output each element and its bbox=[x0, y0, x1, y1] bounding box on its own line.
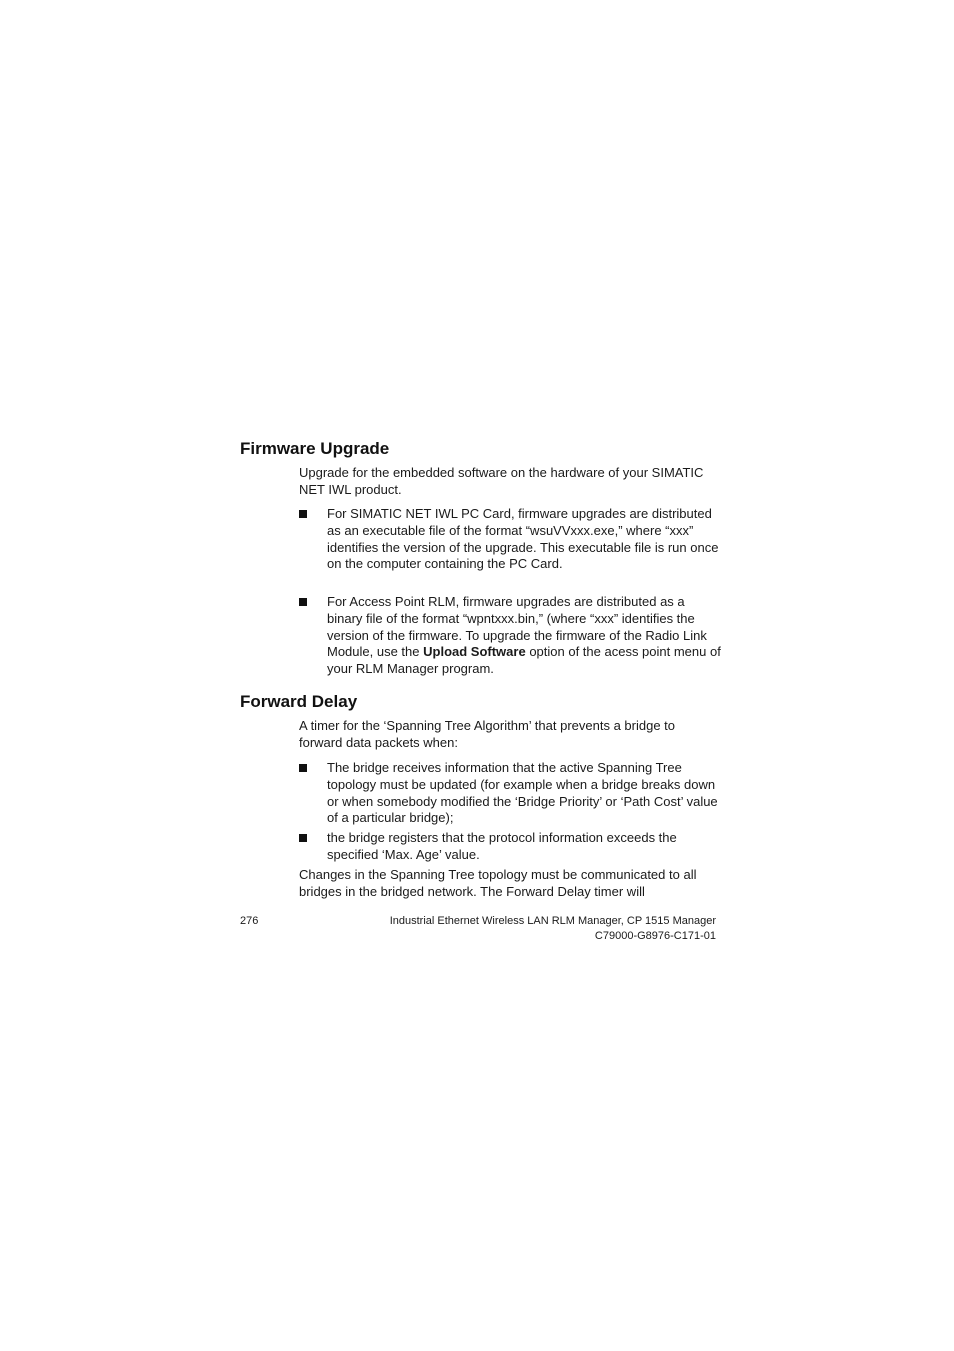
bullet-text: The bridge receives information that the active Spanning Tree topology must be updated (for example when a bridge breaks down or when somebody modified the ‘Bridge Priority’ or ‘Path Cost’ value of a particular bridge); bbox=[327, 760, 718, 826]
upload-software-term: Upload Software bbox=[423, 644, 526, 660]
heading-firmware-upgrade: Firmware Upgrade bbox=[240, 439, 390, 458]
list-item bbox=[299, 594, 721, 678]
square-bullet-icon bbox=[299, 598, 307, 606]
bullet-text-before: For Access Point RLM, firmware upgrades are distributed as a binary file of the format “wpntxxx.bin,” (where “xxx” identifies the version of the firmware. To upgrade the firmware of the Radio Link Module, use the bbox=[327, 594, 707, 660]
firmware-upgrade-intro: Upgrade for the embedded software on the hardware of your SIMATIC NET IWL product. bbox=[299, 465, 704, 497]
bullet-text: For SIMATIC NET IWL PC Card, firmware upgrades are distributed as an executable file of the format “wsuVVxxx.exe,” where “xxx” identifies the version of the upgrade. This executable file is run once on the computer containing the PC Card. bbox=[327, 506, 719, 572]
square-bullet-icon bbox=[299, 764, 307, 772]
manual-title: Industrial Ethernet Wireless LAN RLM Manager, CP 1515 Manager bbox=[389, 915, 716, 927]
heading-forward-delay: Forward Delay bbox=[240, 692, 358, 711]
footer-info bbox=[390, 914, 716, 943]
square-bullet-icon bbox=[299, 510, 307, 518]
forward-delay-intro: A timer for the ‘Spanning Tree Algorithm’ that prevents a bridge to forward data packets when: bbox=[299, 718, 676, 750]
page-number: 276 bbox=[240, 915, 259, 927]
square-bullet-icon bbox=[299, 834, 307, 842]
list-item bbox=[299, 760, 721, 827]
list-item bbox=[299, 830, 721, 864]
bullet-text-after: option of the acess point menu of your RLM Manager program. bbox=[327, 644, 721, 677]
bullet-text: the bridge registers that the protocol information exceeds the specified ‘Max. Age’ value. bbox=[327, 830, 677, 862]
forward-delay-closing: Changes in the Spanning Tree topology must be communicated to all bridges in the bridged network. The Forward Delay timer will bbox=[299, 867, 697, 899]
list-item bbox=[299, 506, 721, 573]
document-code: C79000-G8976-C171-01 bbox=[594, 929, 716, 942]
bullet-text bbox=[327, 594, 721, 678]
